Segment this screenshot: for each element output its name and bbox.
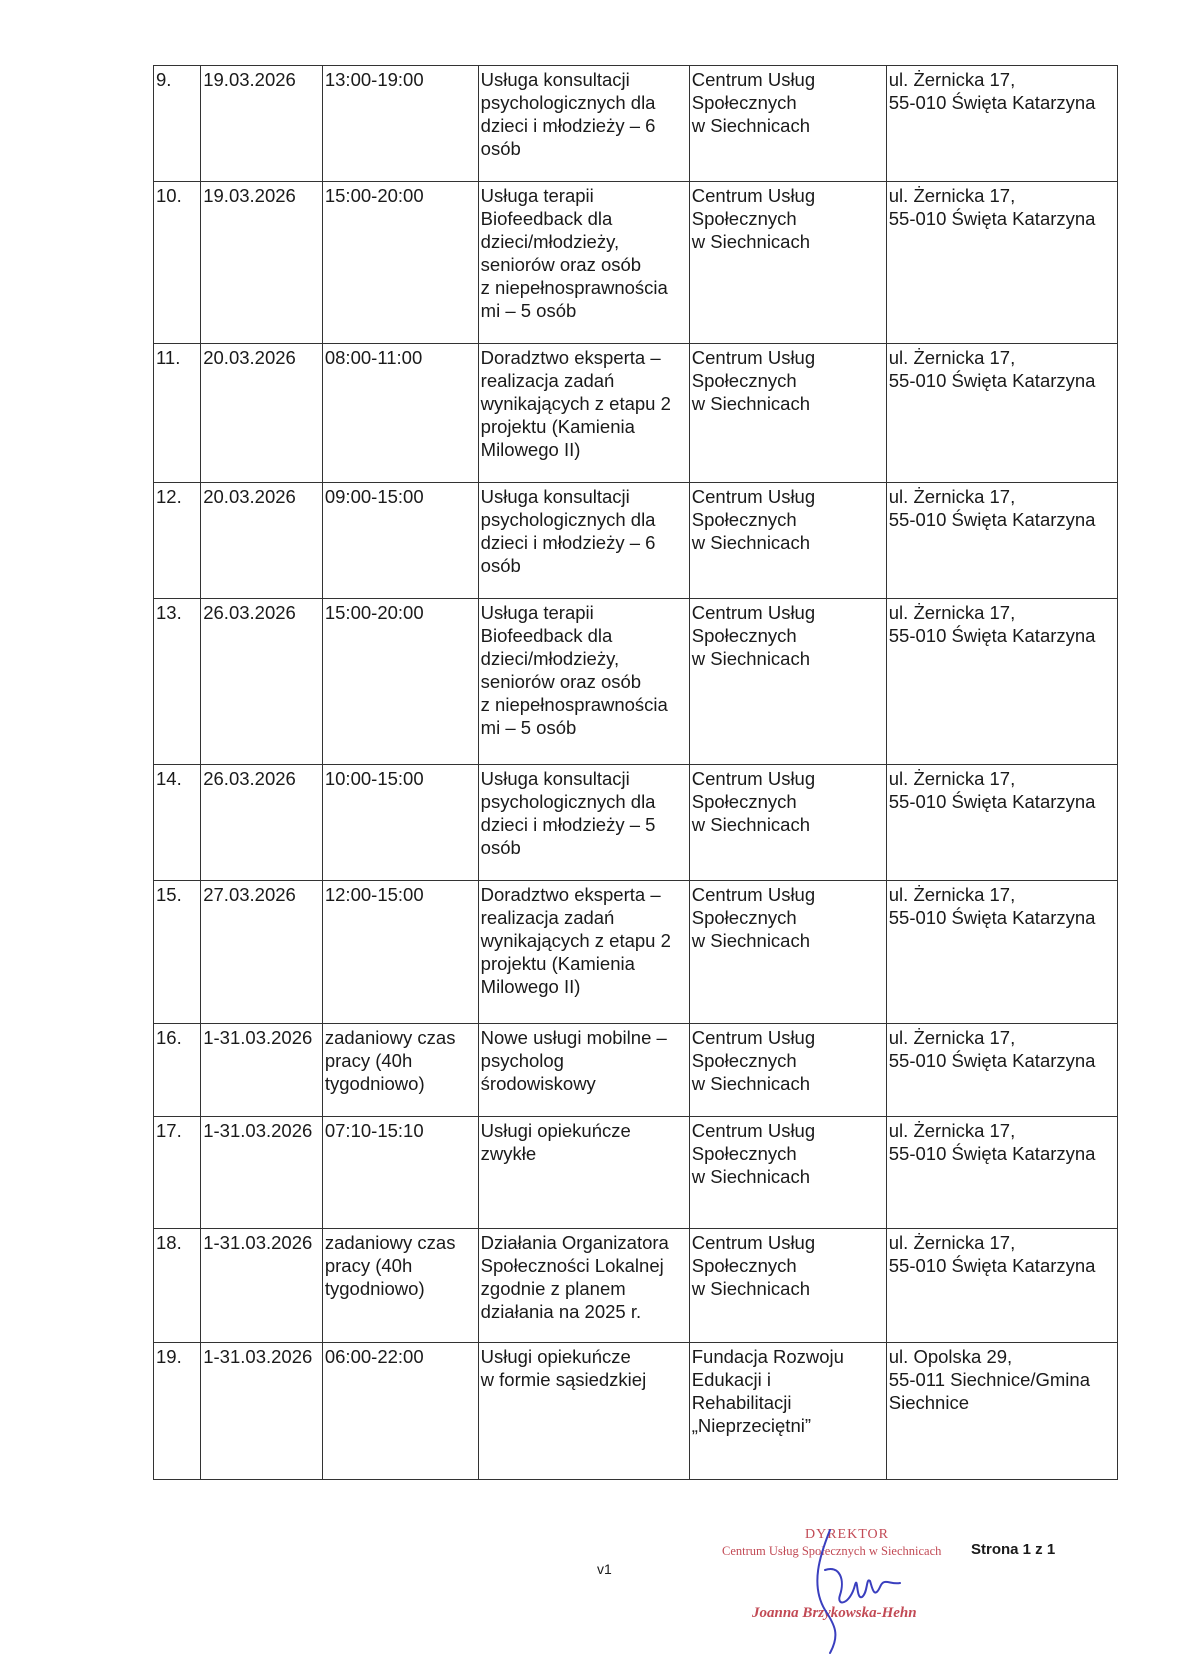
row-number: 16. [154,1024,201,1117]
row-organizer: Centrum Usług Społecznych w Siechnicach [689,1024,886,1117]
row-date: 27.03.2026 [201,881,323,1024]
row-address: ul. Żernicka 17, 55-010 Święta Katarzyna [886,182,1117,344]
row-time: 15:00-20:00 [322,182,478,344]
row-time: 07:10-15:10 [322,1117,478,1229]
row-date: 20.03.2026 [201,344,323,483]
row-time: 13:00-19:00 [322,66,478,182]
row-number: 14. [154,765,201,881]
table-row [154,1229,1118,1343]
signature-icon [800,1525,910,1660]
row-service: Działania Organizatora Społeczności Lokalnej zgodnie z planem działania na 2025 r. [478,1229,689,1343]
row-organizer: Centrum Usług Społecznych w Siechnicach [689,599,886,765]
table-row [154,344,1118,483]
row-address: ul. Żernicka 17, 55-010 Święta Katarzyna [886,66,1117,182]
row-number: 11. [154,344,201,483]
row-time: 12:00-15:00 [322,881,478,1024]
row-time: 10:00-15:00 [322,765,478,881]
stamp-name: Joanna Brzykowska-Hehn [752,1605,917,1621]
row-address: ul. Żernicka 17, 55-010 Święta Katarzyna [886,483,1117,599]
row-time: 08:00-11:00 [322,344,478,483]
document-version: v1 [597,1561,612,1577]
row-time: zadaniowy czas pracy (40h tygodniowo) [322,1229,478,1343]
row-service: Doradztwo eksperta – realizacja zadań wynikających z etapu 2 projektu (Kamienia Milowego II) [478,881,689,1024]
row-service: Usługi opiekuńcze w formie sąsiedzkiej [478,1343,689,1480]
row-number: 10. [154,182,201,344]
row-organizer: Centrum Usług Społecznych w Siechnicach [689,1229,886,1343]
row-date: 1-31.03.2026 [201,1117,323,1229]
row-address: ul. Opolska 29, 55-011 Siechnice/Gmina Siechnice [886,1343,1117,1480]
row-service: Doradztwo eksperta – realizacja zadań wynikających z etapu 2 projektu (Kamienia Milowego II) [478,344,689,483]
row-date: 1-31.03.2026 [201,1024,323,1117]
row-organizer: Centrum Usług Społecznych w Siechnicach [689,182,886,344]
table-row [154,1343,1118,1480]
row-service: Usługa terapii Biofeedback dla dzieci/młodzieży, seniorów oraz osób z niepełnosprawnościa mi – 5 osób [478,182,689,344]
row-address: ul. Żernicka 17, 55-010 Święta Katarzyna [886,1117,1117,1229]
row-organizer: Centrum Usług Społecznych w Siechnicach [689,1117,886,1229]
row-date: 1-31.03.2026 [201,1229,323,1343]
row-date: 20.03.2026 [201,483,323,599]
row-number: 9. [154,66,201,182]
stamp-organization: Centrum Usług Społecznych w Siechnicach [722,1544,942,1558]
table-row [154,881,1118,1024]
table-row [154,765,1118,881]
row-number: 13. [154,599,201,765]
row-time: 06:00-22:00 [322,1343,478,1480]
row-organizer: Centrum Usług Społecznych w Siechnicach [689,881,886,1024]
row-date: 1-31.03.2026 [201,1343,323,1480]
row-time: zadaniowy czas pracy (40h tygodniowo) [322,1024,478,1117]
table-row [154,483,1118,599]
row-organizer: Centrum Usług Społecznych w Siechnicach [689,66,886,182]
row-address: ul. Żernicka 17, 55-010 Święta Katarzyna [886,765,1117,881]
row-date: 19.03.2026 [201,182,323,344]
row-number: 12. [154,483,201,599]
row-service: Usługa konsultacji psychologicznych dla dzieci i młodzieży – 5 osób [478,765,689,881]
page-number: Strona 1 z 1 [971,1541,1056,1558]
row-date: 26.03.2026 [201,765,323,881]
row-number: 18. [154,1229,201,1343]
row-organizer: Centrum Usług Społecznych w Siechnicach [689,483,886,599]
row-time: 15:00-20:00 [322,599,478,765]
row-service: Usługi opiekuńcze zwykłe [478,1117,689,1229]
schedule-table-body [154,66,1118,1480]
table-row [154,1117,1118,1229]
table-row [154,66,1118,182]
row-address: ul. Żernicka 17, 55-010 Święta Katarzyna [886,599,1117,765]
row-organizer: Fundacja Rozwoju Edukacji i Rehabilitacji „Nieprzeciętni” [689,1343,886,1480]
row-time: 09:00-15:00 [322,483,478,599]
table-row [154,182,1118,344]
row-number: 17. [154,1117,201,1229]
stamp-title: DYREKTOR [805,1527,889,1542]
row-address: ul. Żernicka 17, 55-010 Święta Katarzyna [886,881,1117,1024]
row-service: Nowe usługi mobilne – psycholog środowiskowy [478,1024,689,1117]
row-date: 26.03.2026 [201,599,323,765]
row-organizer: Centrum Usług Społecznych w Siechnicach [689,344,886,483]
row-address: ul. Żernicka 17, 55-010 Święta Katarzyna [886,1229,1117,1343]
row-address: ul. Żernicka 17, 55-010 Święta Katarzyna [886,344,1117,483]
row-service: Usługa konsultacji psychologicznych dla dzieci i młodzieży – 6 osób [478,66,689,182]
row-date: 19.03.2026 [201,66,323,182]
row-service: Usługa terapii Biofeedback dla dzieci/młodzieży, seniorów oraz osób z niepełnosprawnościa mi – 5 osób [478,599,689,765]
row-number: 15. [154,881,201,1024]
table-row [154,1024,1118,1117]
row-service: Usługa konsultacji psychologicznych dla dzieci i młodzieży – 6 osób [478,483,689,599]
table-row [154,599,1118,765]
row-number: 19. [154,1343,201,1480]
schedule-table [153,65,1118,1480]
row-address: ul. Żernicka 17, 55-010 Święta Katarzyna [886,1024,1117,1117]
row-organizer: Centrum Usług Społecznych w Siechnicach [689,765,886,881]
